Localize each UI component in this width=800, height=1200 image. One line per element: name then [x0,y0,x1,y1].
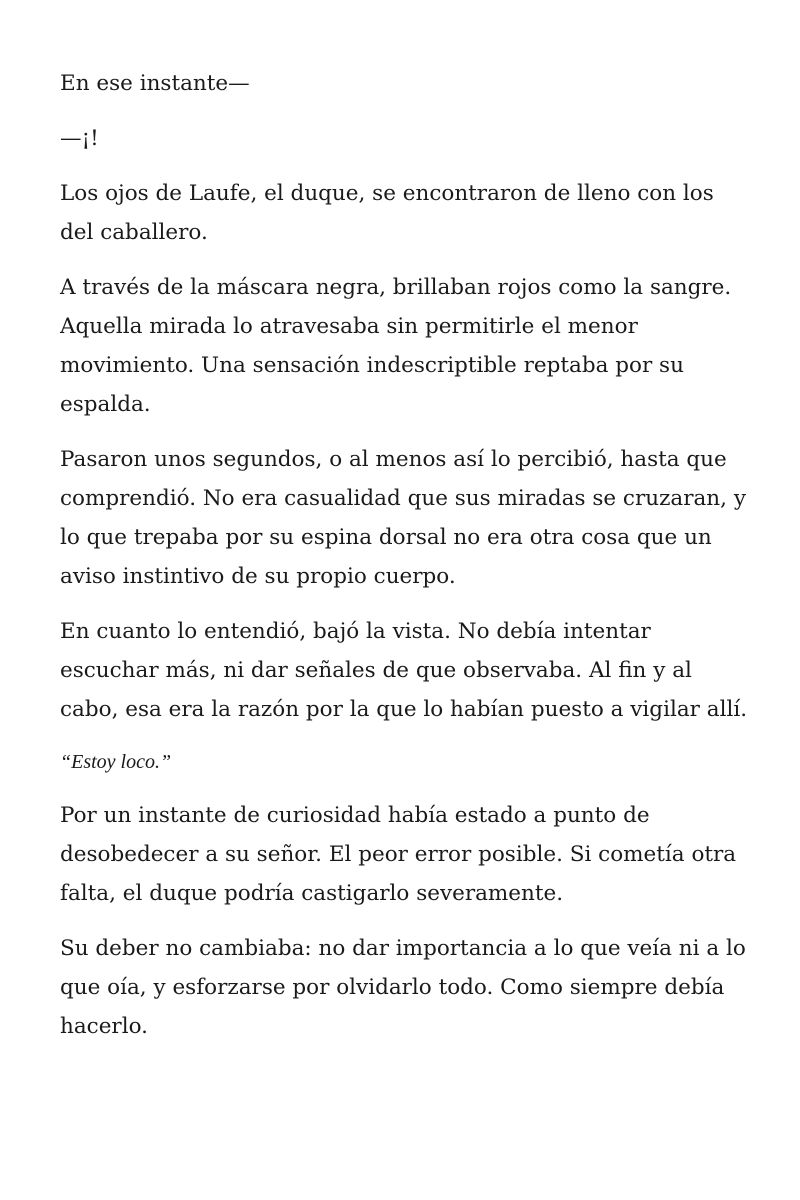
paragraph: —¡! [60,126,99,151]
paragraph: A través de la máscara negra, brillaban rojos como la sangre. Aquella mirada lo atravesaba sin permitirle el menor movimiento. Una sensación indescriptible reptaba por su espalda. [60,275,732,417]
paragraph: En ese instante— [60,71,250,96]
document-body [60,64,750,1062]
paragraph: Los ojos de Laufe, el duque, se encontraron de lleno con los del caballero. [60,181,714,245]
paragraph: Su deber no cambiaba: no dar importancia a lo que veía ni a lo que oía, y esforzarse por olvidarlo todo. Como siempre debía hacerlo. [60,936,746,1039]
paragraph: En cuanto lo entendió, bajó la vista. No debía intentar escuchar más, ni dar señales de que observaba. Al fin y al cabo, esa era la razón por la que lo habían puesto a vigilar allí. [60,619,748,722]
paragraph: Por un instante de curiosidad había estado a punto de desobedecer a su señor. El peor error posible. Si cometía otra falta, el duque podría castigarlo severamente. [60,803,737,906]
paragraph: Pasaron unos segundos, o al menos así lo percibió, hasta que comprendió. No era casualidad que sus miradas se cruzaran, y lo que trepaba por su espina dorsal no era otra cosa que un aviso instintivo de su propio cuerpo. [60,447,746,589]
italic-thought: “Estoy loco.” [60,751,172,773]
